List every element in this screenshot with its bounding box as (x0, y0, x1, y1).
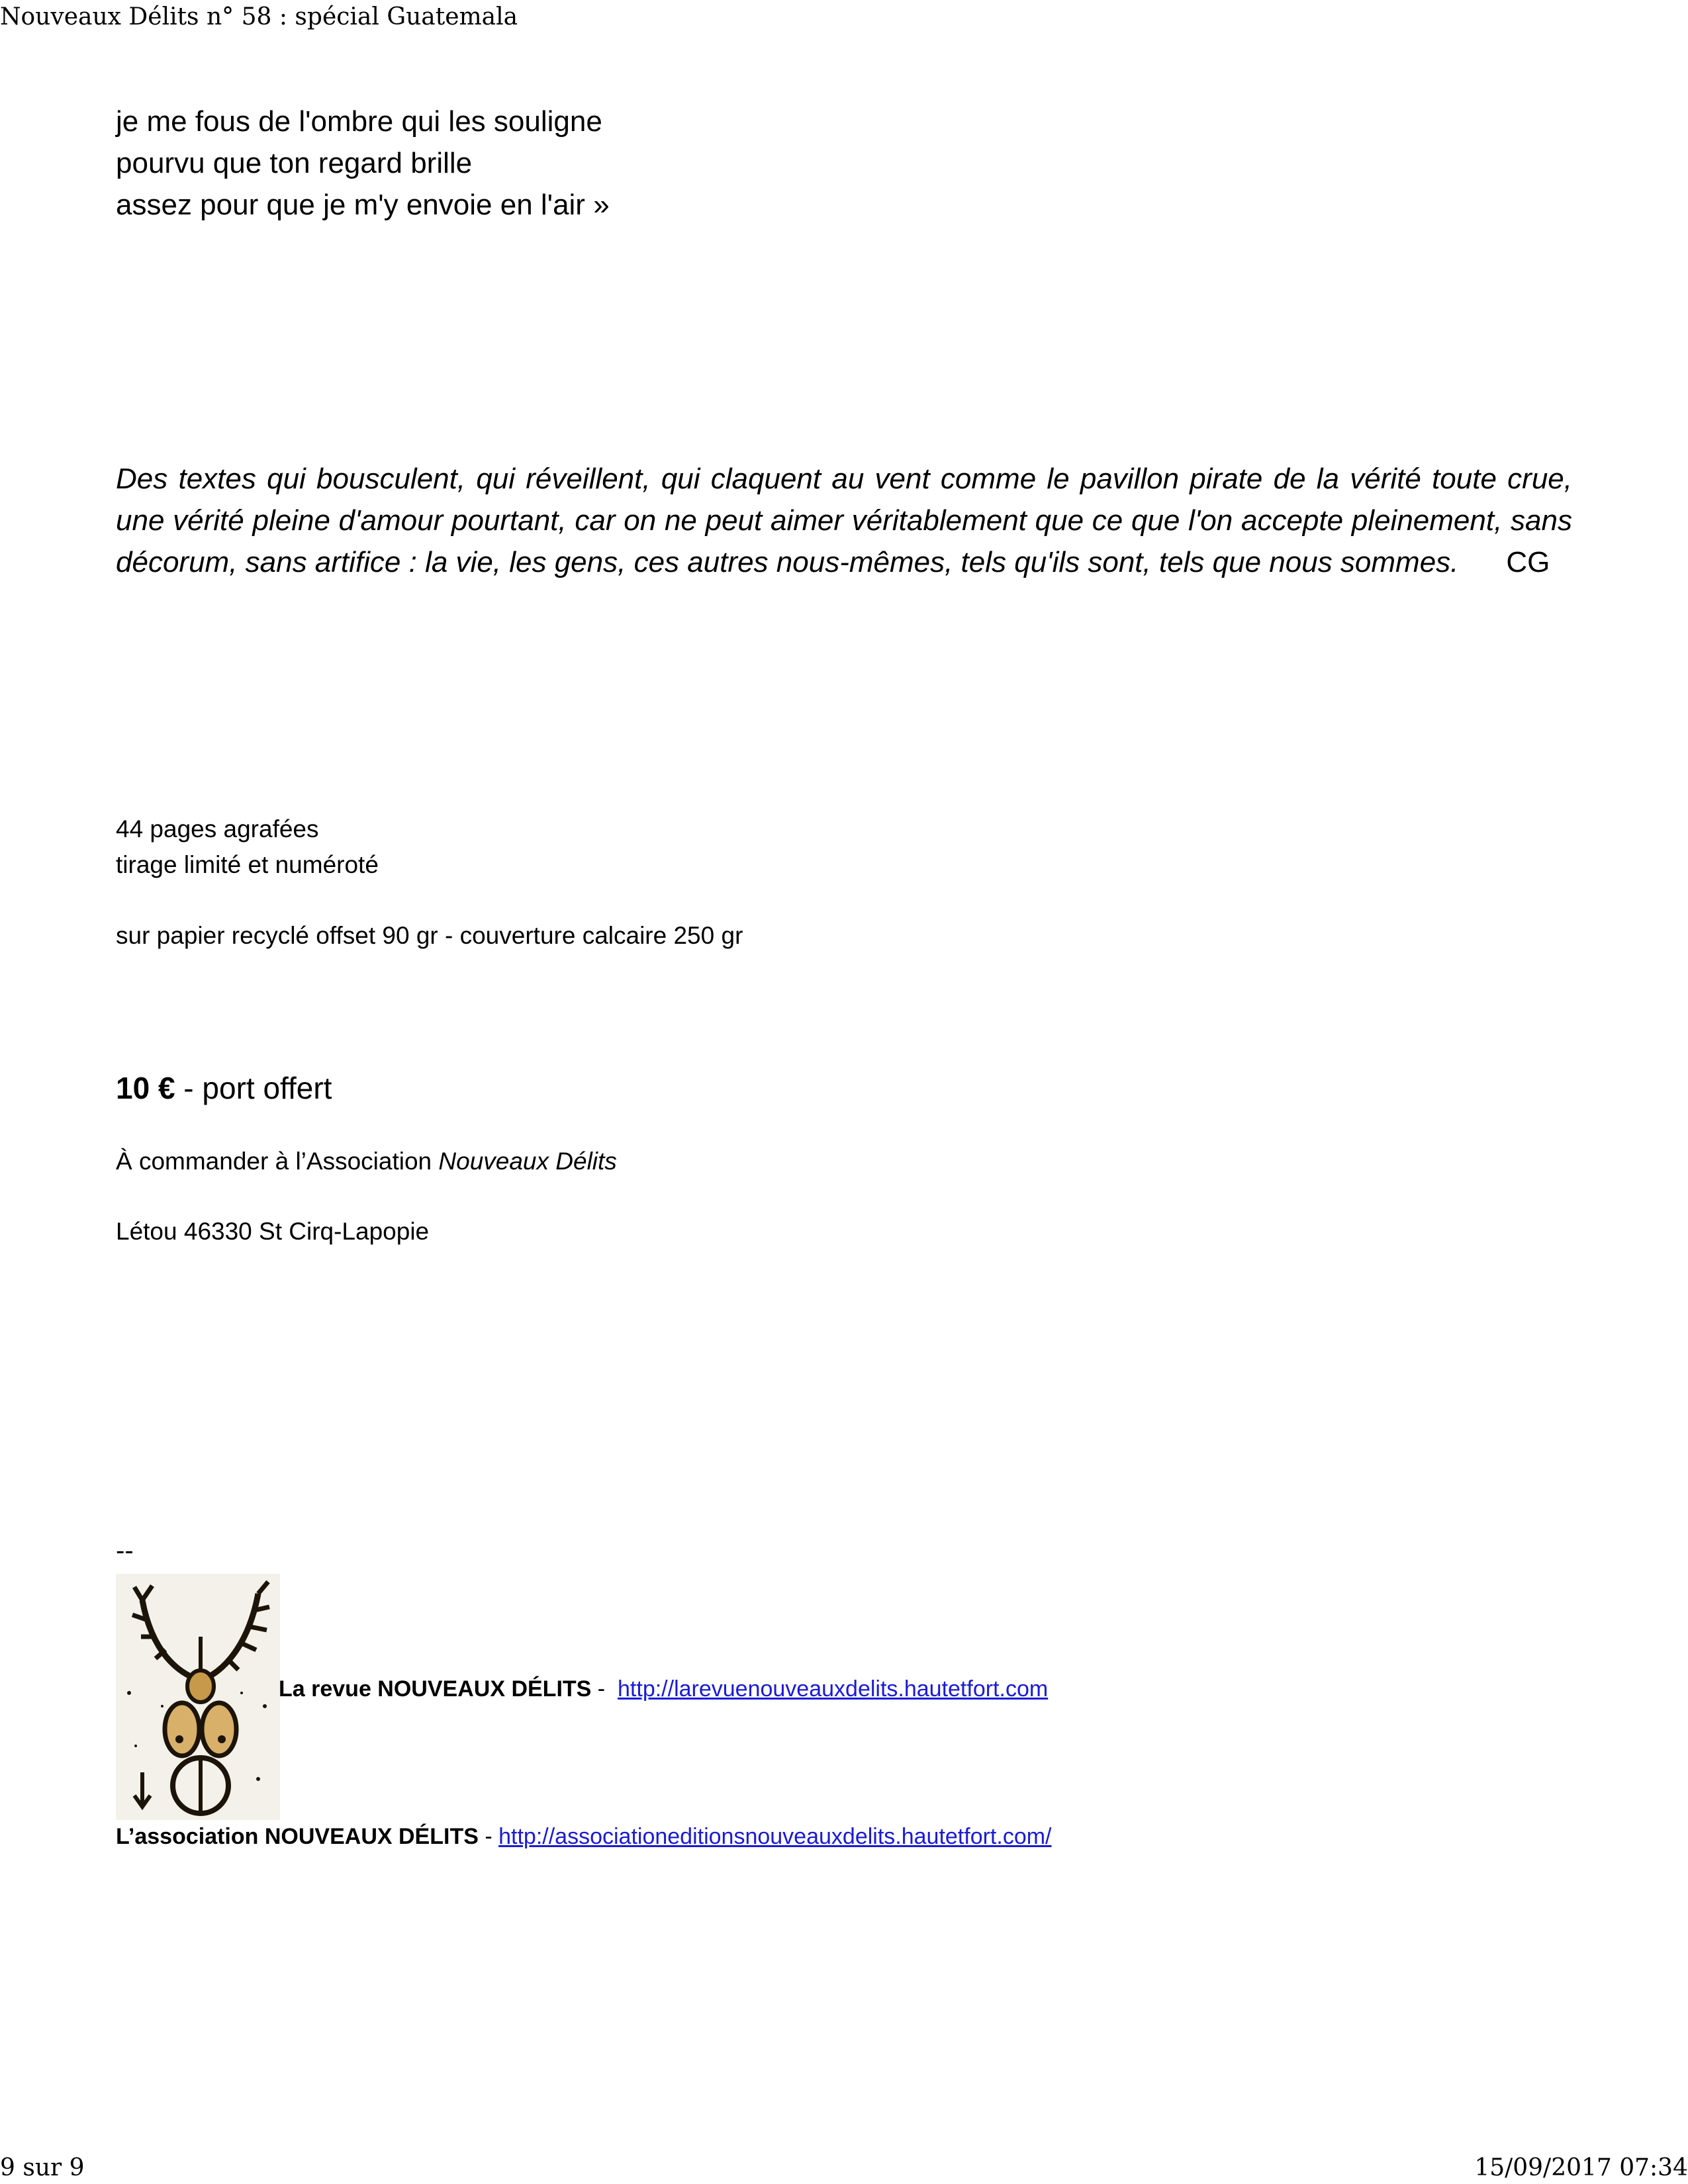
spec-paper: sur papier recyclé offset 90 gr - couverture calcaire 250 gr (116, 922, 743, 949)
spec-edition: tirage limité et numéroté (116, 851, 379, 878)
price-shipping: - port offert (175, 1071, 332, 1105)
price-amount: 10 € (116, 1071, 175, 1105)
revue-separator: - (591, 1676, 618, 1702)
spec-pages: 44 pages agrafées (116, 815, 319, 842)
association-url-link[interactable]: http://associationeditionsnouveauxdelits.hautetfort.com/ (498, 1824, 1052, 1849)
poem-excerpt (116, 101, 1572, 226)
association-link-line (116, 1821, 1052, 1852)
quote-signature: CG (1506, 546, 1550, 578)
review-quote (116, 458, 1572, 583)
poem-line: assez pour que je m'y envoie en l'air » (116, 189, 610, 221)
page-counter: 9 sur 9 (0, 2154, 85, 2181)
order-association-name: Nouveaux Délits (438, 1148, 617, 1175)
nouveaux-delits-logo (116, 1574, 280, 1820)
page-header-title: Nouveaux Délits n° 58 : spécial Guatemala (0, 3, 518, 30)
poem-line: je me fous de l'ombre qui les souligne (116, 105, 602, 138)
order-line (116, 1144, 1572, 1179)
price-line (116, 1067, 1572, 1109)
poem-line: pourvu que ton regard brille (116, 147, 473, 179)
signature-separator: -- (116, 1536, 134, 1565)
revue-url-link[interactable]: http://larevuenouveauxdelits.hautetfort.com (618, 1676, 1049, 1702)
revue-link-line (279, 1673, 1048, 1705)
order-address: Létou 46330 St Cirq-Lapopie (116, 1218, 430, 1245)
revue-label: La revue NOUVEAUX DÉLITS (279, 1676, 592, 1702)
quote-text: Des textes qui bousculent, qui réveillent, qui claquent au vent comme le pavillon pirate de la vérité toute crue, une vérité pleine d'amour pourtant, car on ne peut aimer véritablement que ce que l'on accepte pleinement, sans décorum, sans artifice : la vie, les gens, ces autres nous-mêmes, tels qu'ils sont, tels que nous sommes. (116, 463, 1572, 578)
print-datetime: 15/09/2017 07:34 (1474, 2154, 1688, 2181)
association-label: L’association NOUVEAUX DÉLITS (116, 1824, 479, 1849)
order-prefix: À commander à l’Association (116, 1148, 439, 1175)
association-separator: - (478, 1824, 499, 1849)
